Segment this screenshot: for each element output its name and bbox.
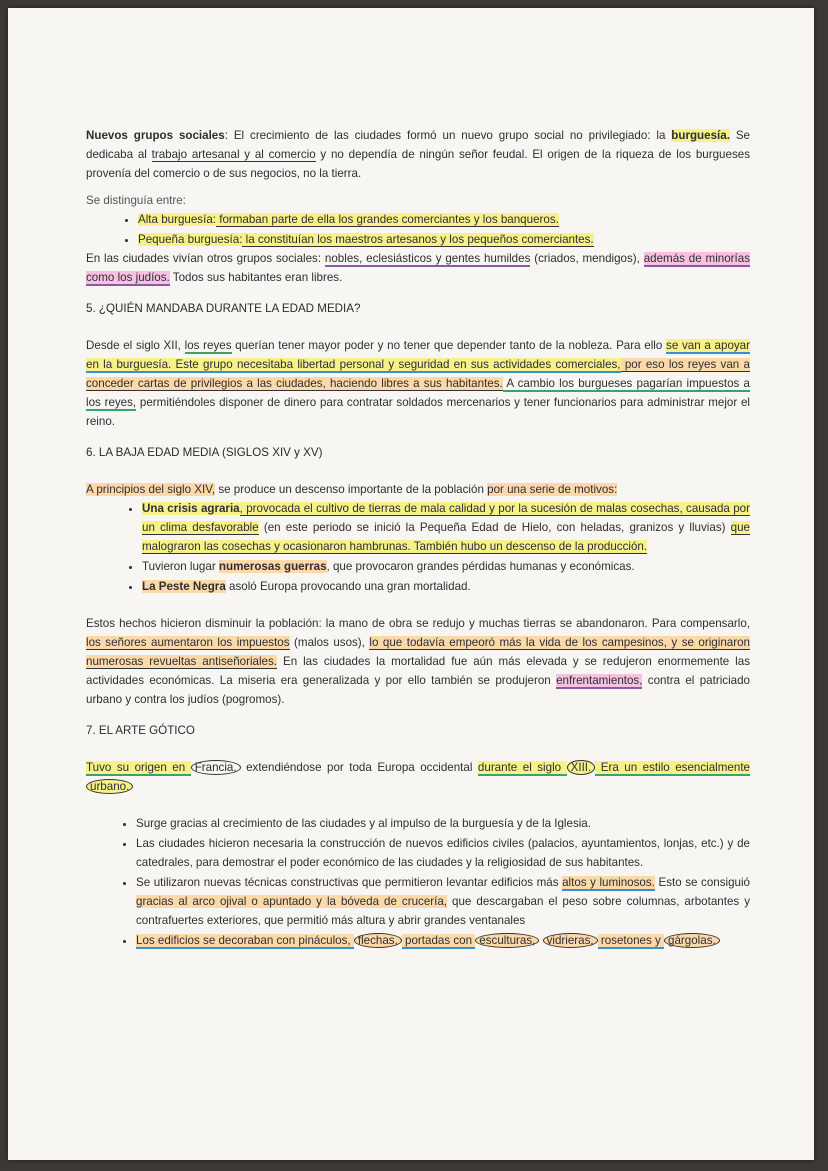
deco-highlight: portadas con (401, 934, 476, 947)
peq-text: la constituían los maestros artesanos y los pequeños comerciantes. (242, 233, 594, 246)
s7-highlight: Era un estilo esencialmente (595, 761, 750, 774)
section-5-paragraph (86, 336, 750, 431)
section-6-intro (86, 480, 750, 499)
otros-text: (criados, mendigos), (530, 252, 644, 265)
list-item (136, 814, 750, 833)
crisis-text: (en este periodo se inició la Pequeña Edad de Hielo, con heladas, granizos y lluvias) (258, 521, 731, 534)
esculturas-term: esculturas, (475, 933, 539, 948)
s6-text: se produce un descenso importante de la población (215, 483, 488, 496)
trabajo-phrase: trabajo artesanal y al comercio (151, 148, 316, 161)
s6-text: (malos usos), (289, 636, 370, 649)
s7-text: extendiéndose por toda Europa occidental (240, 761, 478, 774)
guerras-text: , que provocaron grandes pérdidas humanas y económicas. (326, 560, 635, 573)
list-item (136, 834, 750, 872)
section-6-title: 6. LA BAJA EDAD MEDIA (SIGLOS XIV y XV) (86, 446, 323, 459)
section-7-title: 7. EL ARTE GÓTICO (86, 724, 195, 737)
gargolas-term: gárgolas. (664, 933, 720, 948)
s6-highlight: A principios del siglo XIV, (86, 483, 216, 496)
guerras-text: Tuvieron lugar (142, 560, 219, 573)
peste-term: La Peste Negra (142, 580, 226, 593)
otros-underlined: nobles, eclesiásticos y gentes humildes (324, 252, 531, 265)
enfrentamientos-term: enfrentamientos, (556, 674, 643, 687)
gotico-list (86, 814, 750, 950)
crisis-text: que malograron las cosechas y ocasionaron hambrunas. También hubo un descenso de la producción. (142, 521, 750, 553)
peq-label: Pequeña burguesía: (138, 233, 243, 246)
list-item (136, 873, 750, 930)
deco-highlight: rosetones y (597, 934, 665, 947)
s6-text: Estos hechos hicieron disminuir la población: la mano de obra se redujo y muchas tierras se abandonaron. Para compensarlo, (86, 617, 750, 630)
intro-paragraph (86, 126, 750, 183)
list-item (138, 210, 750, 229)
s5-highlight-orange: por eso los reyes van a conceder cartas de privilegios a las ciudades, haciendo libres a sus habitantes. (86, 358, 750, 390)
s5-text: permitiéndoles disponer de dinero para contratar soldados mercenarios y tener funcionarios para administrar mejor el reino. (86, 396, 750, 428)
intro-label: Nuevos grupos sociales (86, 129, 225, 142)
s6-highlight: por una serie de motivos: (487, 483, 618, 496)
causes-list (86, 499, 750, 596)
s7-highlight: Tuvo su origen en (86, 761, 191, 774)
s5-text: querían tener mayor poder y no tener que depender tanto de la nobleza. Para ello (231, 339, 667, 352)
guerras-term: numerosas guerras (218, 560, 327, 573)
xiii-term: XIII. (567, 760, 596, 775)
otros-text: En las ciudades vivían otros grupos sociales: (86, 252, 325, 265)
flechas-term: flechas, (354, 933, 402, 948)
reyes-term: los reyes (184, 339, 232, 352)
s5-underline-green: A cambio los burgueses pagarían impuestos a los reyes, (86, 377, 750, 409)
s6-text: En las ciudades la mortalidad fue aún más elevada y se redujeron enormemente las actividades económicas. La miseria era generalizada y por ello también se produjeron (86, 655, 750, 687)
burguesia-term: burguesía. (671, 129, 730, 142)
vidrieras-term: vidrieras, (543, 933, 598, 948)
altos-highlight: altos y luminosos. (562, 876, 655, 889)
burguesia-list (86, 210, 750, 249)
distinguia-text: Se distinguía entre: (86, 194, 186, 207)
francia-term: Francia, (191, 760, 241, 775)
otros-highlight: además de minorías como los judíos. (86, 252, 750, 284)
gotico-text: Se utilizaron nuevas técnicas constructivas que permitieron levantar edificios más (136, 876, 563, 889)
section-7-intro (86, 758, 750, 796)
otros-text: Todos sus habitantes eran libres. (169, 271, 343, 284)
section-6-paragraph (86, 614, 750, 709)
s5-highlight-yellow: se van a apoyar en la burguesía. Este grupo necesitaba libertad personal y seguridad en sus actividades comerciales, (86, 339, 750, 371)
s5-text: Desde el siglo XII, (86, 339, 185, 352)
list-item (142, 577, 750, 596)
s7-highlight: durante el siglo (477, 761, 567, 774)
s6-highlight: los señores aumentaron los impuestos (86, 636, 290, 649)
arco-highlight: gracias al arco ojival o apuntado y la bóveda de crucería, (136, 895, 448, 908)
intro-text: y no dependía de ningún señor feudal. El origen de la riqueza de los burgueses provenía del comercio o de sus negocios, no la tierra. (86, 148, 750, 180)
urbano-term: urbano. (86, 779, 133, 794)
otros-paragraph (86, 249, 750, 287)
crisis-text: , provocada el cultivo de tierras de mala calidad y por la sucesión de malas cosechas, causada por un clima desfavorable (142, 502, 750, 534)
gotico-text: Surge gracias al crecimiento de las ciudades y al impulso de la burguesía y de la Iglesia. (136, 817, 591, 830)
alta-text: formaban parte de ella los grandes comerciantes y los banqueros. (216, 213, 559, 226)
gotico-text: Esto se consiguió (654, 876, 751, 889)
gotico-text: Las ciudades hicieron necesaria la construcción de nuevos edificios civiles (palacios, ayuntamientos, lonjas, etc.) y de catedrales, para demostrar el poder económico de las ciudades y la religiosidad de sus habitantes. (136, 837, 750, 869)
s6-text: contra el patriciado urbano y contra los judíos (pogromos). (86, 674, 750, 706)
page-content (86, 126, 750, 950)
alta-label: Alta burguesía: (138, 213, 216, 226)
list-item (142, 557, 750, 576)
gotico-text: que descargaban el peso sobre columnas, arbotantes y contrafuertes exteriores, que permitió más altura y abrir grandes ventanales (136, 895, 750, 927)
deco-highlight: Los edificios se decoraban con pináculos, (136, 934, 354, 947)
list-item (142, 499, 750, 556)
section-5-title: 5. ¿QUIÉN MANDABA DURANTE LA EDAD MEDIA? (86, 302, 361, 315)
notebook-page (8, 8, 814, 1160)
intro-text: Se dedicaba al (86, 129, 751, 161)
list-item (136, 931, 750, 950)
crisis-term: Una crisis agraria (142, 502, 240, 515)
s6-highlight: lo que todavía empeoró más la vida de los campesinos, y se originaron numerosas revueltas antiseñoriales. (86, 636, 750, 668)
peste-text: asoló Europa provocando una gran mortalidad. (225, 580, 471, 593)
list-item (138, 230, 750, 249)
intro-text: : El crecimiento de las ciudades formó un nuevo grupo social no privilegiado: la (224, 129, 672, 142)
